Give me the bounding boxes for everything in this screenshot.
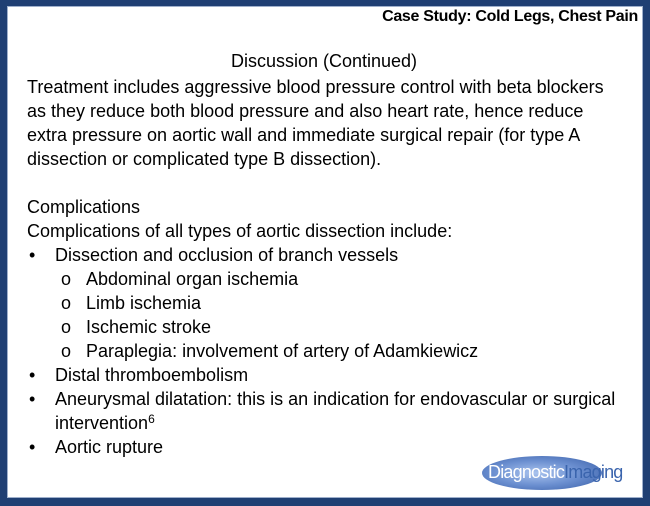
branch-vessel-sublist [55, 267, 627, 363]
svg-text:DiagnosticImaging [488, 462, 622, 482]
sublist-item-text: Abdominal organ ischemia [86, 269, 299, 289]
list-item [27, 363, 627, 387]
sublist-item-text: Ischemic stroke [86, 317, 212, 337]
complications-heading: Complications [27, 197, 141, 217]
sublist-item [55, 339, 627, 363]
complications-intro: Complications of all types of aortic dissection include: [27, 221, 453, 241]
list-item-text: Dissection and occlusion of branch vessels [55, 245, 399, 265]
circle-bullet-icon: o [61, 317, 72, 337]
circle-bullet-icon: o [61, 293, 72, 313]
list-item-text: Distal thromboembolism [55, 365, 249, 385]
logo-text-diagnostic: Diagnostic [488, 462, 565, 482]
sublist-item [55, 315, 627, 339]
list-item-text: Aneurysmal dilatation: this is an indication for endovascular or surgical intervention [55, 389, 616, 433]
bullet-icon: • [29, 389, 36, 409]
citation-superscript: 6 [148, 412, 155, 426]
slide-title: Discussion (Continued) [230, 51, 418, 71]
slide-content [27, 75, 627, 459]
bullet-icon: • [29, 245, 36, 265]
slide [7, 6, 643, 498]
treatment-paragraph: Treatment includes aggressive blood pressure control with beta blockers as they reduce both blood pressure and also heart rate, hence reduce extra pressure on aortic wall and immediate surgical repair (for type A dissection or complicated type B dissection). [27, 77, 604, 169]
paragraph-spacer [27, 171, 627, 195]
sublist-item-text: Limb ischemia [86, 293, 202, 313]
circle-bullet-icon: o [61, 269, 72, 289]
list-item [27, 243, 627, 363]
list-item [27, 387, 627, 435]
bullet-icon: • [29, 437, 36, 457]
complications-list [27, 243, 627, 459]
case-study-header: Case Study: Cold Legs, Chest Pain [382, 8, 638, 25]
circle-bullet-icon: o [61, 341, 72, 361]
sublist-item [55, 291, 627, 315]
bullet-icon: • [29, 365, 36, 385]
sublist-item [55, 267, 627, 291]
list-item-text: Aortic rupture [55, 437, 164, 457]
logo-text-imaging: Imaging [564, 462, 623, 482]
diagnostic-imaging-logo [474, 447, 643, 492]
sublist-item-text: Paraplegia: involvement of artery of Adamkiewicz [86, 341, 479, 361]
